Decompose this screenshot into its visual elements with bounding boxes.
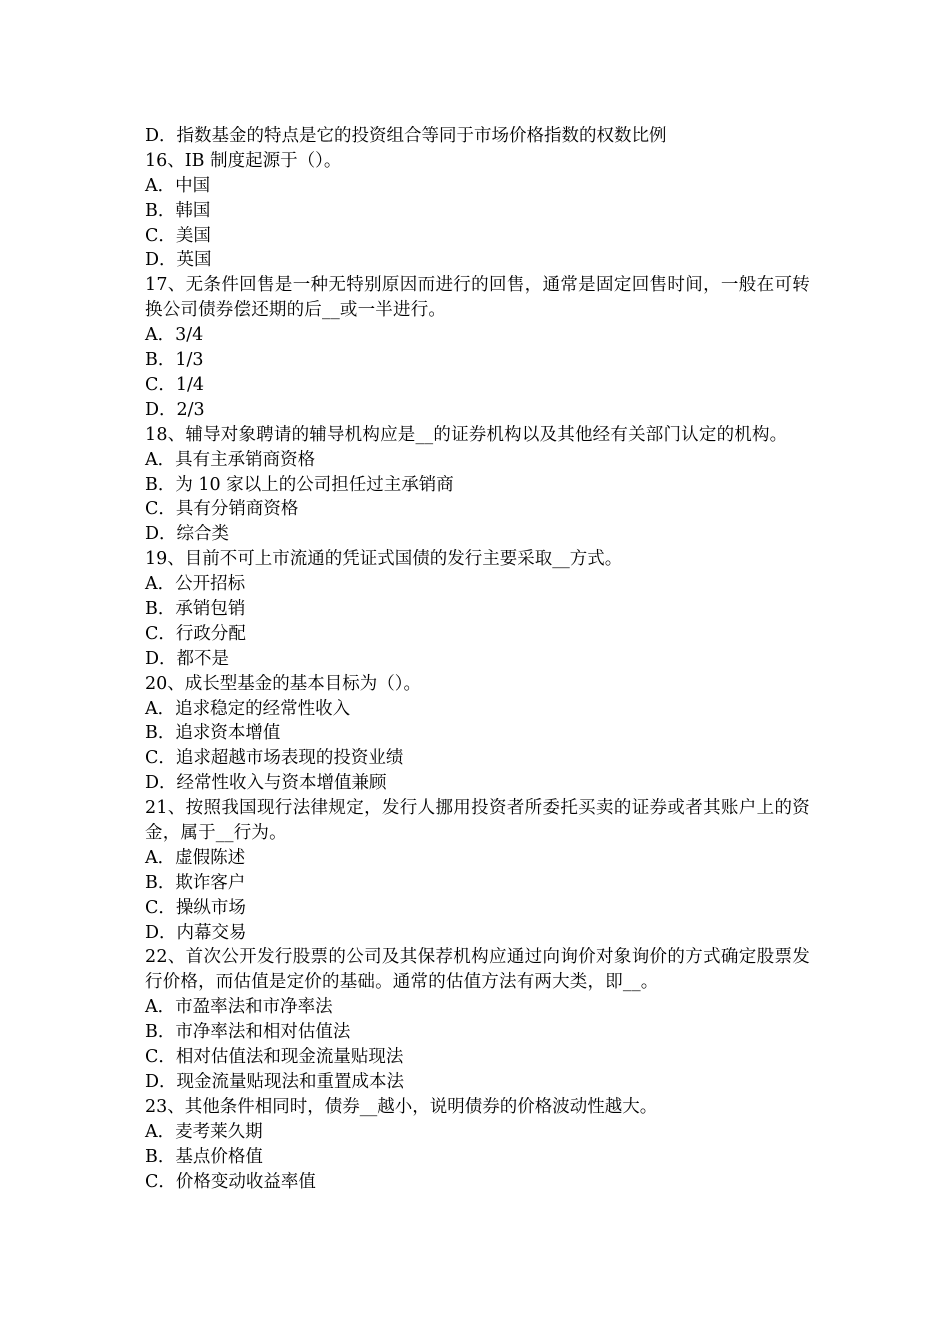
question-line: 20、成长型基金的基本目标为（）。 bbox=[145, 673, 422, 694]
option-line: C．1/4 bbox=[145, 374, 205, 395]
question-line: 22、首次公开发行股票的公司及其保荐机构应通过向询价对象询价的方式确定股票发行价格，而估值是定价的基础。通常的估值方法有两大类，即__。 bbox=[145, 947, 810, 993]
option-line: A．追求稳定的经常性收入 bbox=[145, 698, 351, 719]
option-line: C．美国 bbox=[145, 225, 211, 246]
question-line: 23、其他条件相同时，债券__越小，说明债券的价格波动性越大。 bbox=[145, 1096, 658, 1117]
option-line: B．韩国 bbox=[145, 200, 211, 221]
question-line: 17、无条件回售是一种无特别原因而进行的回售，通常是固定回售时间，一般在可转换公司债券偿还期的后__或一半进行。 bbox=[145, 275, 810, 321]
question-line: 16、IB 制度起源于（）。 bbox=[145, 150, 342, 171]
option-line: C．追求超越市场表现的投资业绩 bbox=[145, 748, 404, 769]
option-line: C．价格变动收益率值 bbox=[145, 1171, 316, 1192]
option-line: A．具有主承销商资格 bbox=[145, 449, 316, 470]
option-line: D．英国 bbox=[145, 250, 212, 271]
option-line: B．基点价格值 bbox=[145, 1146, 263, 1167]
option-line: C．操纵市场 bbox=[145, 897, 246, 918]
option-line: B．为 10 家以上的公司担任过主承销商 bbox=[145, 474, 454, 495]
option-line: D．2/3 bbox=[145, 399, 205, 420]
option-line: A．市盈率法和市净率法 bbox=[145, 997, 333, 1018]
option-line: B．承销包销 bbox=[145, 598, 246, 619]
question-line: 21、按照我国现行法律规定，发行人挪用投资者所委托买卖的证券或者其账户上的资金，属于__行为。 bbox=[145, 798, 810, 843]
option-line: D．综合类 bbox=[145, 524, 230, 545]
option-line: C．具有分销商资格 bbox=[145, 499, 299, 520]
option-line: B．欺诈客户 bbox=[145, 872, 246, 893]
option-line: D．现金流量贴现法和重置成本法 bbox=[145, 1071, 405, 1092]
option-line: B．追求资本增值 bbox=[145, 723, 281, 744]
option-line: C．行政分配 bbox=[145, 623, 246, 644]
option-line: B．1/3 bbox=[145, 350, 204, 371]
option-line: D．都不是 bbox=[145, 648, 230, 669]
option-line: A．中国 bbox=[145, 175, 211, 196]
option-line: A．3/4 bbox=[145, 325, 204, 346]
option-line: B．市净率法和相对估值法 bbox=[145, 1022, 351, 1043]
option-line: D．经常性收入与资本增值兼顾 bbox=[145, 773, 387, 794]
option-line: D．内幕交易 bbox=[145, 922, 247, 943]
option-line: A．麦考莱久期 bbox=[145, 1121, 263, 1142]
option-line: A．公开招标 bbox=[145, 574, 246, 595]
option-line: D．指数基金的特点是它的投资组合等同于市场价格指数的权数比例 bbox=[145, 126, 667, 146]
option-line: A．虚假陈述 bbox=[145, 847, 246, 868]
exam-question-list bbox=[145, 124, 810, 1194]
question-line: 19、目前不可上市流通的凭证式国债的发行主要采取__方式。 bbox=[145, 549, 623, 570]
question-line: 18、辅导对象聘请的辅导机构应是__的证券机构以及其他经有关部门认定的机构。 bbox=[145, 424, 788, 445]
option-line: C．相对估值法和现金流量贴现法 bbox=[145, 1047, 404, 1068]
